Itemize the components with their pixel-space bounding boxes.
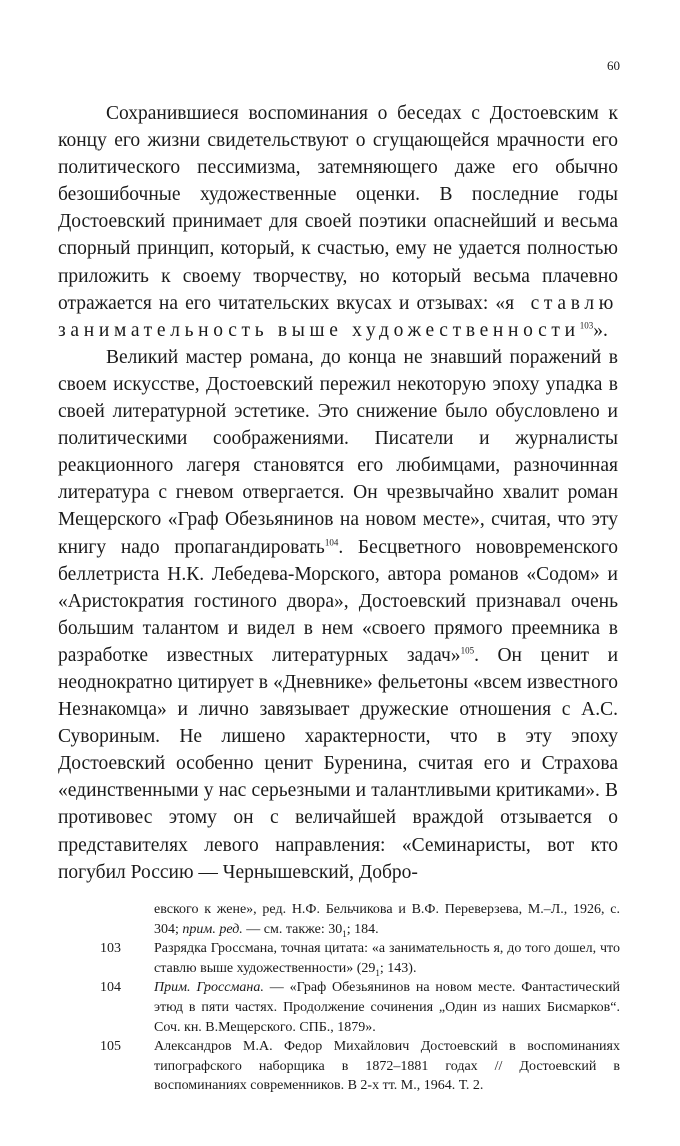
footnote-105: [100, 1037, 620, 1096]
paragraph-1: [58, 100, 618, 344]
footnote-continuation-em: прим. ред.: [182, 921, 243, 937]
paragraph-1-text: Сохранившиеся воспоминания о беседах с Достоевским к концу его жизни свидетельствуют о сгущающейся мрачности его политического пессимизма, затемняющего даже его обычно безошибочные художественные оценки. В последние годы Достоевский принимает для своей поэтики опаснейший и весьма спорный принцип, который, к счастью, ему не удается полностью приложить к своему творчеству, но который весьма плачевно отражается на его читательских вкусах и отзывах: «: [58, 103, 618, 314]
footnote-continuation-a: евского к жене», ред. Н.Ф. Бельчикова и В.Ф. Переверзева, М.–Л., 1926, с. 304;: [154, 902, 620, 937]
footnote-104-em: Прим. Гроссмана.: [154, 980, 264, 996]
footnote-103-number: 103: [100, 941, 121, 957]
spaced-quote: я ставлю занимательность выше художественности: [58, 292, 618, 341]
footnote-104: [100, 978, 620, 1037]
page-number: 60: [607, 58, 620, 73]
body-text: [58, 100, 618, 886]
footnote-ref-104[interactable]: 104: [324, 537, 339, 547]
footnote-continuation-sub: 1: [342, 928, 347, 939]
footnote-104-text: [154, 978, 620, 1037]
footnote-104-number: 104: [100, 980, 121, 996]
footnote-105-text: Александров М.А. Федор Михайлович Достоевский в воспоминаниях типографского наборщика в 1872–1881 годах // Достоевский в воспоминаниях современников. В 2-х тт. М., 1964. Т. 2.: [154, 1039, 620, 1094]
paragraph-2-part-b: . Бесцветного нововременского беллетриста Н.К. Лебедева-Морского, автора романов «Содом» и «Аристократия гостиного двора», Достоевский признавал очень большим талантом и видел в нем «своего прямого преемника в разработке известных литературных задач»: [58, 536, 618, 666]
footnote-continuation-c: ; 184.: [346, 921, 379, 937]
footnote-ref-103[interactable]: 103: [579, 320, 594, 331]
footnote-105-number: 105: [100, 1039, 121, 1055]
footnote-103-sub: 1: [375, 967, 380, 978]
footnote-continuation: [154, 900, 620, 939]
paragraph-2-part-a: Великий мастер романа, до конца не знавший поражений в своем искусстве, Достоевский пережил некоторую эпоху упадка в своей литературной эстетике. Это снижение было обусловлено и политическими соображениями. Писатели и журналисты реакционного лагеря становятся его любимцами, разночинная литература с гневом отвергается. Он чрезвычайно хвалит роман Мещерского «Граф Обезьянинов на новом месте», считая, что эту книгу надо пропагандировать: [58, 346, 618, 558]
footnotes: [100, 900, 620, 1096]
footnote-104-a: — «Граф Обезьянинов на новом месте. Фантастический этюд в пяти частях. Продолжение сочинения „Один из наших Бисмарков“. Соч. кн. В.Мещерского. СПБ., 1879».: [154, 980, 621, 1035]
paragraph-1-end: ».: [593, 319, 608, 341]
paragraph-2: [58, 344, 618, 886]
footnote-103: [100, 939, 620, 978]
footnote-continuation-b: — см. также: 30: [242, 921, 343, 937]
footnote-103-text: [154, 939, 620, 978]
footnote-ref-105[interactable]: 105: [460, 645, 475, 656]
footnote-103-a: Разрядка Гроссмана, точная цитата: «а занимательность я, до того дошел, что ставлю выше художественности» (29: [154, 941, 620, 976]
paragraph-2-part-c: . Он ценит и неоднократно цитирует в «Дневнике» фельетоны «всем известного Незнакомца» и лично завязывает дружеские отношения с А.С. Сувориным. Не лишено характерности, что в эту эпоху Достоевский особенно ценит Буренина, считая его и Страхова «единственными у нас серьезными и талантливыми критиками». В противовес этому он с величайшей враждой отзывается о представителях левого направления: «Семинаристы, вот кто погубил Россию — Чернышевский, Добро-: [58, 644, 618, 883]
footnote-103-b: ; 143).: [379, 960, 417, 976]
